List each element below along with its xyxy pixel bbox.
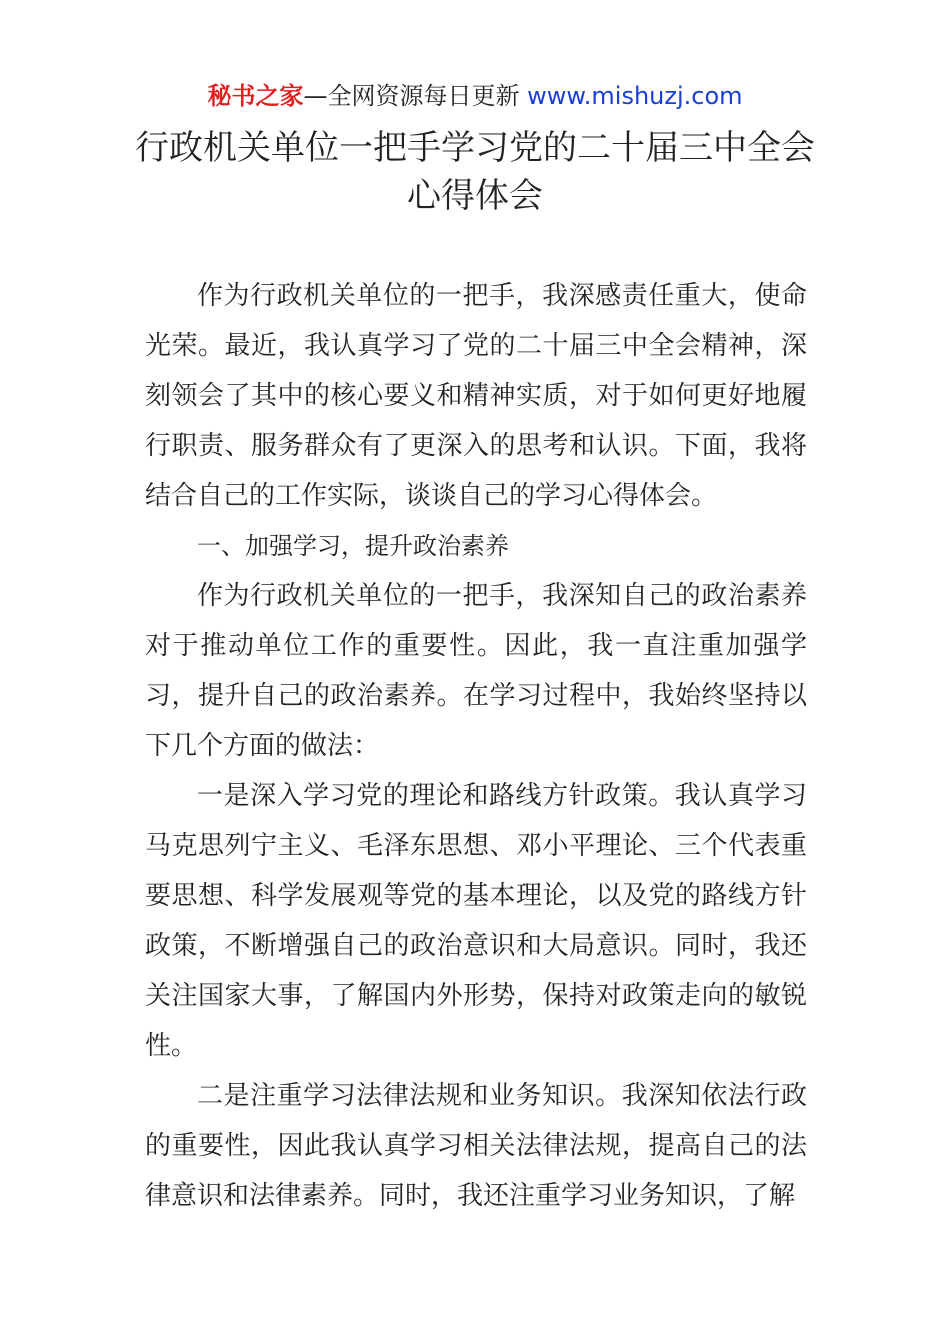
body-paragraph: 作为行政机关单位的一把手，我深知自己的政治素养对于推动单位工作的重要性。因此，我一直注重加强学习，提升自己的政治素养。在学习过程中，我始终坚持以下几个方面的做法： — [145, 581, 807, 761]
site-header — [0, 80, 950, 112]
document-title-line-1: 行政机关单位一把手学习党的二十届三中全会 — [135, 128, 815, 168]
body-paragraph: 一是深入学习党的理论和路线方针政策。我认真学习马克思列宁主义、毛泽东思想、邓小平理论、三个代表重要思想、科学发展观等党的基本理论，以及党的路线方针政策，不断增强自己的政治意识和大局意识。同时，我还关注国家大事，了解国内外形势，保持对政策走向的敏锐性。 — [145, 781, 807, 1061]
section-heading: 一、加强学习，提升政治素养 — [197, 532, 509, 560]
site-tagline: —全网资源每日更新 — [303, 82, 520, 110]
document-title-line-2: 心得体会 — [407, 176, 543, 216]
site-brand: 秘书之家 — [207, 82, 304, 110]
site-url-link[interactable]: www.mishuzj.com — [527, 82, 743, 110]
document-body — [145, 271, 807, 1221]
document-title — [0, 124, 950, 220]
body-paragraph: 作为行政机关单位的一把手，我深感责任重大，使命光荣。最近，我认真学习了党的二十届三中全会精神，深刻领会了其中的核心要义和精神实质，对于如何更好地履行职责、服务群众有了更深入的思考和认识。下面，我将结合自己的工作实际，谈谈自己的学习心得体会。 — [145, 281, 807, 511]
body-paragraph: 二是注重学习法律法规和业务知识。我深知依法行政的重要性，因此我认真学习相关法律法规，提高自己的法律意识和法律素养。同时，我还注重学习业务知识，了解 — [145, 1081, 807, 1211]
